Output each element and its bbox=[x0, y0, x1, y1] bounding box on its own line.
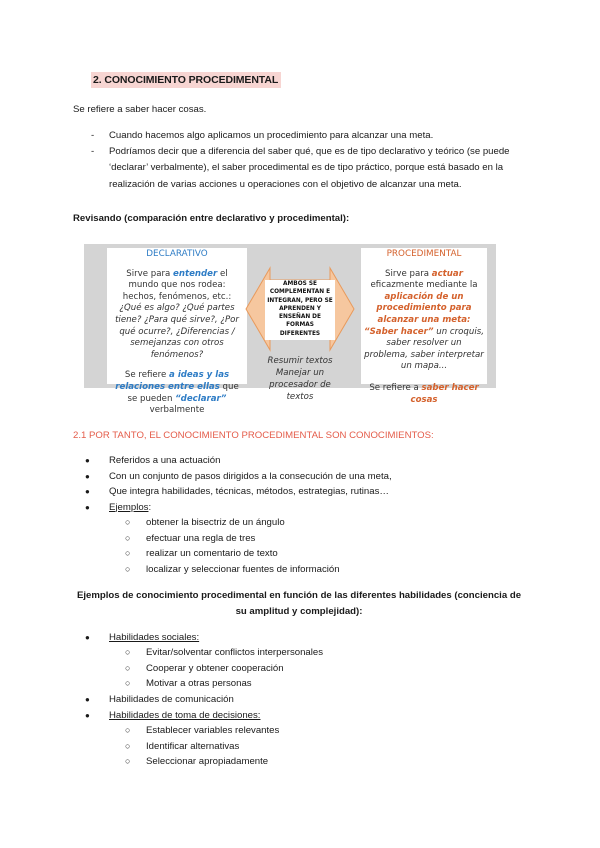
list-item: ● Con un conjunto de pasos dirigidos a la consecución de una meta, bbox=[109, 469, 529, 485]
circle-bullet-icon: ○ bbox=[125, 662, 131, 673]
list-item: ○ Identificar alternativas bbox=[146, 739, 526, 755]
bullet-icon: ● bbox=[85, 502, 90, 512]
list-item: ● Referidos a una actuación bbox=[109, 453, 529, 469]
section-title: 2. CONOCIMIENTO PROCEDIMENTAL bbox=[91, 72, 281, 88]
revisando-heading: Revisando (comparación entre declarativo y procedimental): bbox=[73, 213, 350, 224]
subsection-title: 2.1 POR TANTO, EL CONOCIMIENTO PROCEDIMENTAL SON CONOCIMIENTOS: bbox=[73, 430, 434, 441]
circle-bullet-icon: ○ bbox=[125, 548, 131, 558]
habilidades-list-2 bbox=[85, 692, 529, 723]
bullet-icon: ● bbox=[85, 710, 90, 720]
procedimental-box bbox=[361, 248, 487, 405]
list-item: ● Que integra habilidades, técnicas, métodos, estrategias, rutinas… bbox=[109, 484, 529, 500]
decisiones-list bbox=[125, 723, 526, 770]
circle-bullet-icon: ○ bbox=[125, 756, 131, 766]
list-item: ○ realizar un comentario de texto bbox=[146, 546, 526, 562]
bullet-icon: ● bbox=[85, 695, 90, 704]
list-item: ○ Establecer variables relevantes bbox=[146, 723, 526, 739]
circle-bullet-icon: ○ bbox=[125, 563, 131, 574]
circle-bullet-icon: ○ bbox=[125, 532, 131, 543]
list-item: ○ localizar y seleccionar fuentes de información bbox=[146, 562, 526, 578]
list-item-ejemplos: ● Ejemplos: bbox=[109, 500, 529, 516]
declarativo-ref: Se refiere a ideas y las relaciones entre ellas que se pueden “declarar” verbalmente bbox=[115, 370, 239, 416]
comparison-diagram bbox=[84, 244, 496, 416]
bullet-icon: ● bbox=[85, 456, 90, 465]
list-item: ○ Evitar/solventar conflictos interpersonales bbox=[146, 645, 526, 661]
dash-item: - Cuando hacemos algo aplicamos un procedimiento para alcanzar una meta. bbox=[91, 128, 531, 144]
dash-list bbox=[91, 128, 531, 193]
circle-bullet-icon: ○ bbox=[125, 740, 131, 751]
list-item: ○ Motivar a otras personas bbox=[146, 676, 526, 692]
examples-heading: Ejemplos de conocimiento procedimental en función de las diferentes habilidades (conciencia de su amplitud y complejidad): bbox=[76, 590, 522, 617]
circle-bullet-icon: ○ bbox=[125, 517, 131, 527]
sub-list bbox=[85, 453, 529, 515]
list-item: ○ Cooperar y obtener cooperación bbox=[146, 661, 526, 677]
procedimental-desc: Sirve para actuar eficazmente mediante la aplicación de un procedimiento para alcanzar una meta: “Saber hacer” un croquis, saber resolver un problema, saber interpretar un mapa... bbox=[364, 268, 484, 372]
ejemplos-list bbox=[125, 515, 526, 577]
circle-bullet-icon: ○ bbox=[125, 647, 131, 657]
declarativo-desc: Sirve para entender el mundo que nos rodea: hechos, fenómenos, etc.: ¿Qué es algo? ¿Qué partes tiene? ¿Para qué sirve?, ¿Por qué ocurre?, ¿Diferencias / semejanzas con otros fenómenos? bbox=[115, 268, 239, 360]
procedimental-title: PROCEDIMENTAL bbox=[386, 249, 462, 259]
list-item: ○ obtener la bisectriz de un ángulo bbox=[146, 515, 526, 531]
bullet-icon: ● bbox=[85, 487, 90, 496]
list-item: ● Habilidades de comunicación bbox=[109, 692, 529, 708]
sociales-list bbox=[125, 645, 526, 692]
intro-text: Se refiere a saber hacer cosas. bbox=[73, 104, 207, 115]
circle-bullet-icon: ○ bbox=[125, 678, 131, 688]
declarativo-title: DECLARATIVO bbox=[146, 249, 208, 259]
list-item: ○ Seleccionar apropiadamente bbox=[146, 754, 526, 770]
declarativo-box bbox=[107, 248, 247, 416]
bullet-icon: ● bbox=[85, 633, 90, 642]
list-item-decisiones: ● Habilidades de toma de decisiones: bbox=[109, 708, 529, 724]
center-text: AMBOS SE COMPLEMENTAN E INTEGRAN, PERO SE APRENDEN Y ENSEÑAN DE FORMAS DIFERENTES bbox=[265, 280, 335, 340]
list-item-sociales: ● Habilidades sociales: bbox=[109, 630, 529, 646]
center-examples: Resumir textos Manejar un procesador de textos bbox=[267, 356, 333, 402]
list-item: ○ efectuar una regla de tres bbox=[146, 531, 526, 547]
dash-item: - Podríamos decir que a diferencia del saber qué, que es de tipo declarativo y teórico (se puede ‘declarar’ verbalmente), el saber procedimental es de tipo práctico, porque está basado en la realización de varias acciones u operaciones con el objetivo de alcanzar una meta. bbox=[91, 144, 531, 193]
procedimental-ref: Se refiere a saber hacer cosas bbox=[369, 382, 479, 405]
bullet-icon: ● bbox=[85, 471, 90, 481]
circle-bullet-icon: ○ bbox=[125, 725, 131, 735]
habilidades-list bbox=[85, 630, 529, 646]
